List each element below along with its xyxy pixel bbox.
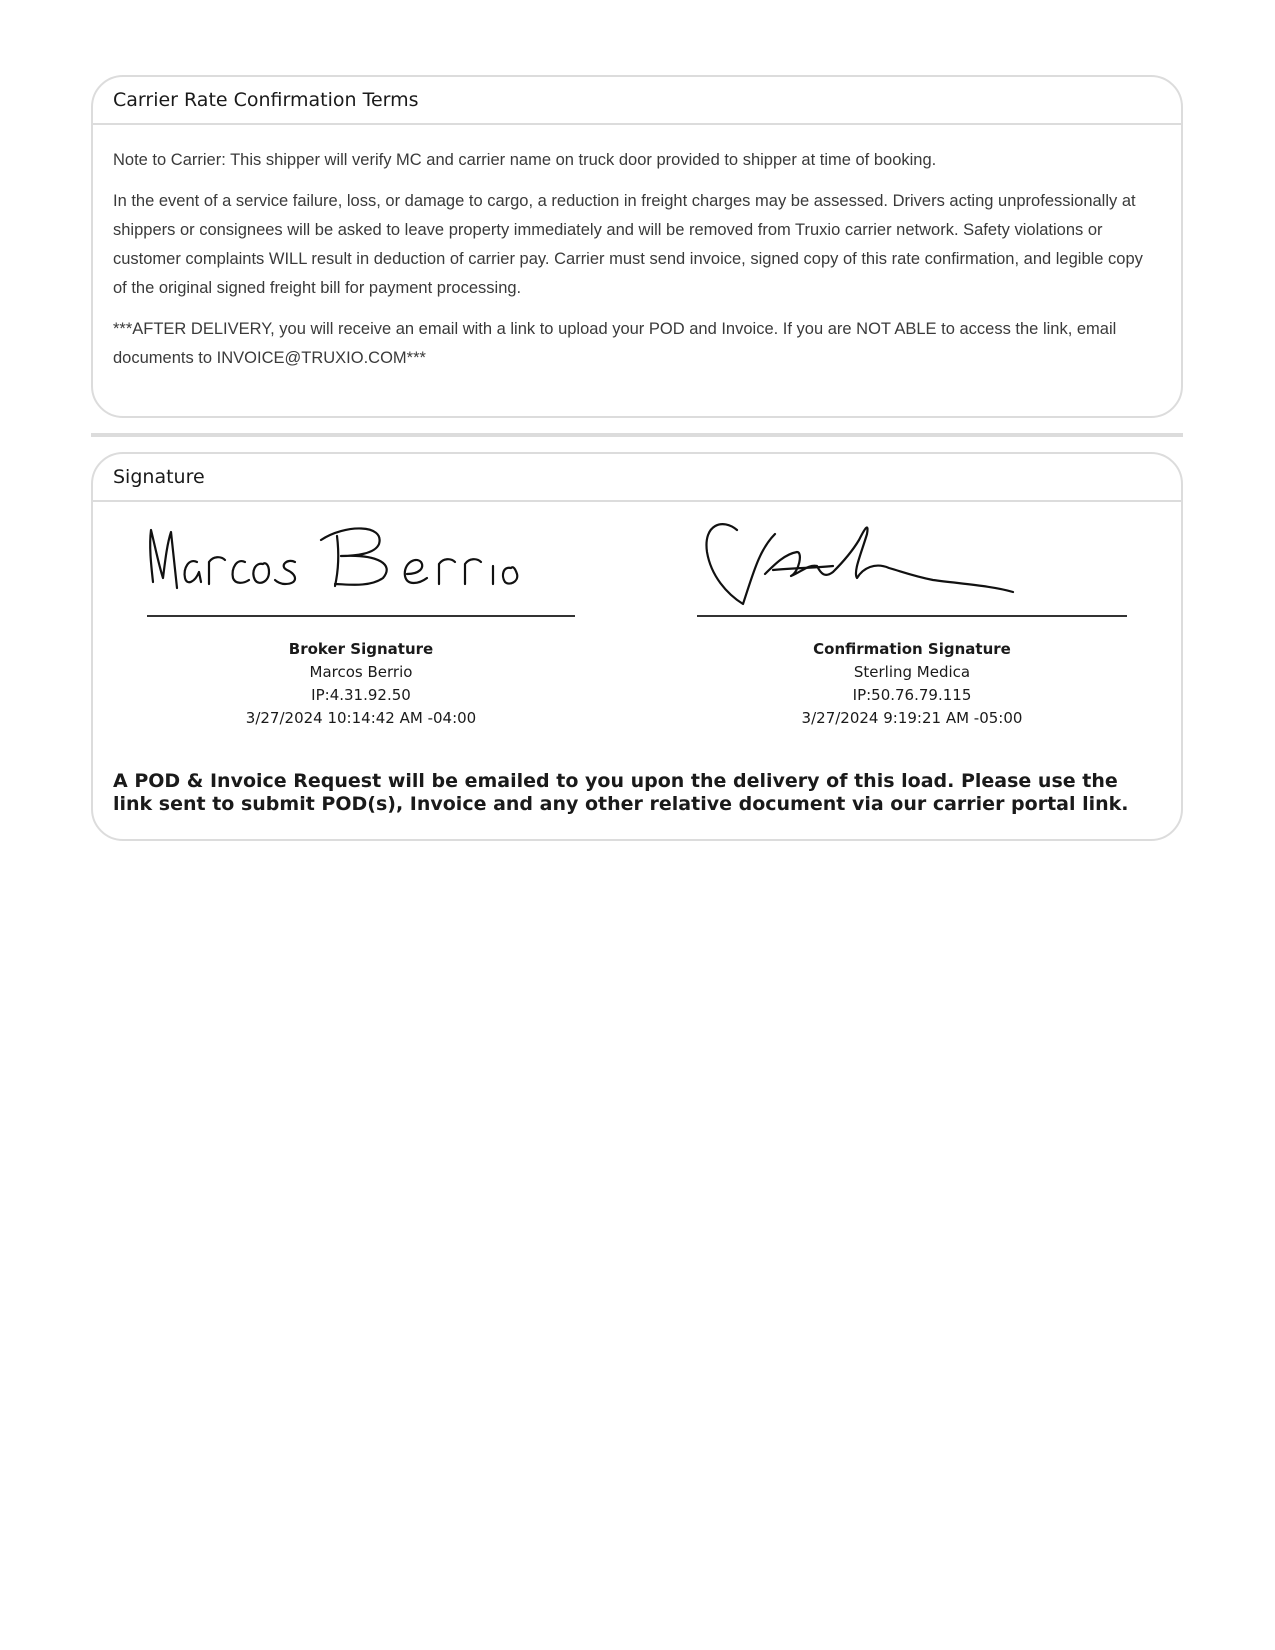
confirmation-name: Sterling Medica [853,663,971,681]
terms-paragraph-note: Note to Carrier: This shipper will verify MC and carrier name on truck door provided to shipper at time of booking. [113,151,937,169]
broker-signature-caption [147,638,575,730]
confirmation-signature-image [693,514,1053,614]
broker-ip: IP:4.31.92.50 [311,686,411,704]
pod-invoice-notice: A POD & Invoice Request will be emailed to you upon the delivery of this load. Please use the link sent to submit POD(s), Invoice and any other relative document via our carrier portal link. [113,770,1129,815]
signature-title: Signature [93,454,1181,502]
terms-paragraph-after-delivery: ***AFTER DELIVERY, you will receive an email with a link to upload your POD and Invoice. If you are NOT ABLE to access the link, email documents to INVOICE@TRUXIO.COM*** [113,320,1117,367]
broker-timestamp: 3/27/2024 10:14:42 AM -04:00 [245,709,477,727]
confirmation-signature-label: Confirmation Signature [813,640,1011,658]
broker-signature-line [147,615,575,617]
confirmation-ip: IP:50.76.79.115 [852,686,972,704]
broker-name: Marcos Berrio [309,663,413,681]
terms-paragraph-service-failure: In the event of a service failure, loss, or damage to cargo, a reduction in freight charges may be assessed. Drivers acting unprofessionally at shippers or consignees will be asked to leave property immediately and will be removed from Truxio carrier network. Safety violations or customer complaints WILL result in deduction of carrier pay. Carrier must send invoice, signed copy of this rate confirmation, and legible copy of the original signed freight bill for payment processing. [113,192,1143,297]
confirmation-signature-line [697,615,1127,617]
terms-body [93,125,1181,373]
signature-card [91,452,1183,841]
broker-signature-label: Broker Signature [288,640,434,658]
section-divider [91,433,1183,437]
broker-signature-image [145,516,525,596]
terms-card [91,75,1183,418]
terms-title: Carrier Rate Confirmation Terms [93,77,1181,125]
confirmation-timestamp: 3/27/2024 9:19:21 AM -05:00 [801,709,1023,727]
confirmation-signature-caption [697,638,1127,730]
